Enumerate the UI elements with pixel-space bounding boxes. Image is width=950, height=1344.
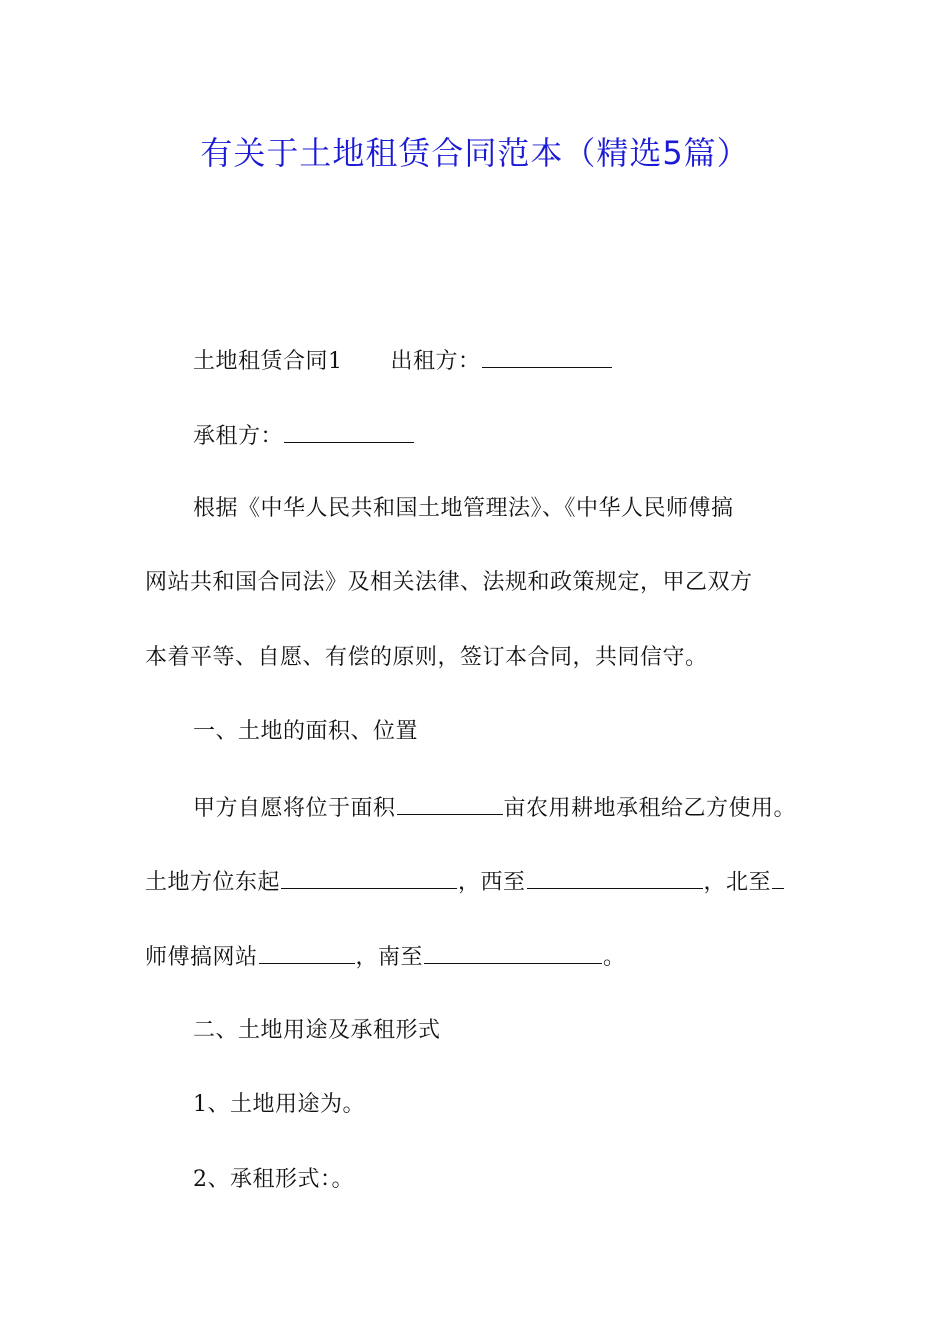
east-label: 土地方位东起 [145, 870, 281, 895]
paragraph-area-line-3 [145, 941, 626, 973]
list-item-lease-form: 2、承租形式：。 [193, 1167, 354, 1192]
area-text-a: 甲方自愿将位于面积 [193, 796, 396, 821]
area-end: 。 [603, 945, 626, 970]
paragraph-area-line-2 [145, 866, 785, 898]
paragraph-lessee [193, 420, 415, 452]
list-item-land-use: 1、土地用途为。 [193, 1092, 365, 1117]
west-blank[interactable] [527, 866, 703, 889]
area-text-b: 亩农用耕地承租给乙方使用。 [503, 796, 797, 821]
north-label: ，北至 [703, 870, 772, 895]
lessee-label: 承租方： [193, 424, 284, 449]
section-heading-1: 一、土地的面积、位置 [193, 719, 419, 744]
paragraph-contract-heading [193, 345, 613, 377]
area-blank[interactable] [397, 792, 503, 815]
north-blank[interactable] [772, 866, 784, 889]
area-text-c: 师傅搞网站 [145, 945, 258, 970]
lessee-blank[interactable] [284, 420, 414, 443]
contract-number-label: 土地租赁合同1 [193, 349, 343, 374]
section-heading-2: 二、土地用途及承租形式 [193, 1018, 441, 1043]
north-blank-cont[interactable] [259, 941, 355, 964]
west-label: ，西至 [458, 870, 526, 895]
south-label: ，南至 [355, 945, 424, 970]
paragraph-area-line-1 [193, 792, 796, 824]
south-blank[interactable] [424, 941, 602, 964]
paragraph-basis-line-1: 根据《中华人民共和国土地管理法》、《中华人民师傅搞 [193, 496, 734, 521]
east-blank[interactable] [281, 866, 457, 889]
lessor-blank[interactable] [482, 345, 612, 368]
lessor-label: 出租方： [390, 349, 481, 374]
document-title: 有关于土地租赁合同范本（精选5篇） [200, 134, 750, 172]
paragraph-basis-line-2: 网站共和国合同法》及相关法律、法规和政策规定，甲乙双方 [145, 570, 753, 595]
paragraph-basis-line-3: 本着平等、自愿、有偿的原则，签订本合同，共同信守。 [145, 645, 708, 670]
